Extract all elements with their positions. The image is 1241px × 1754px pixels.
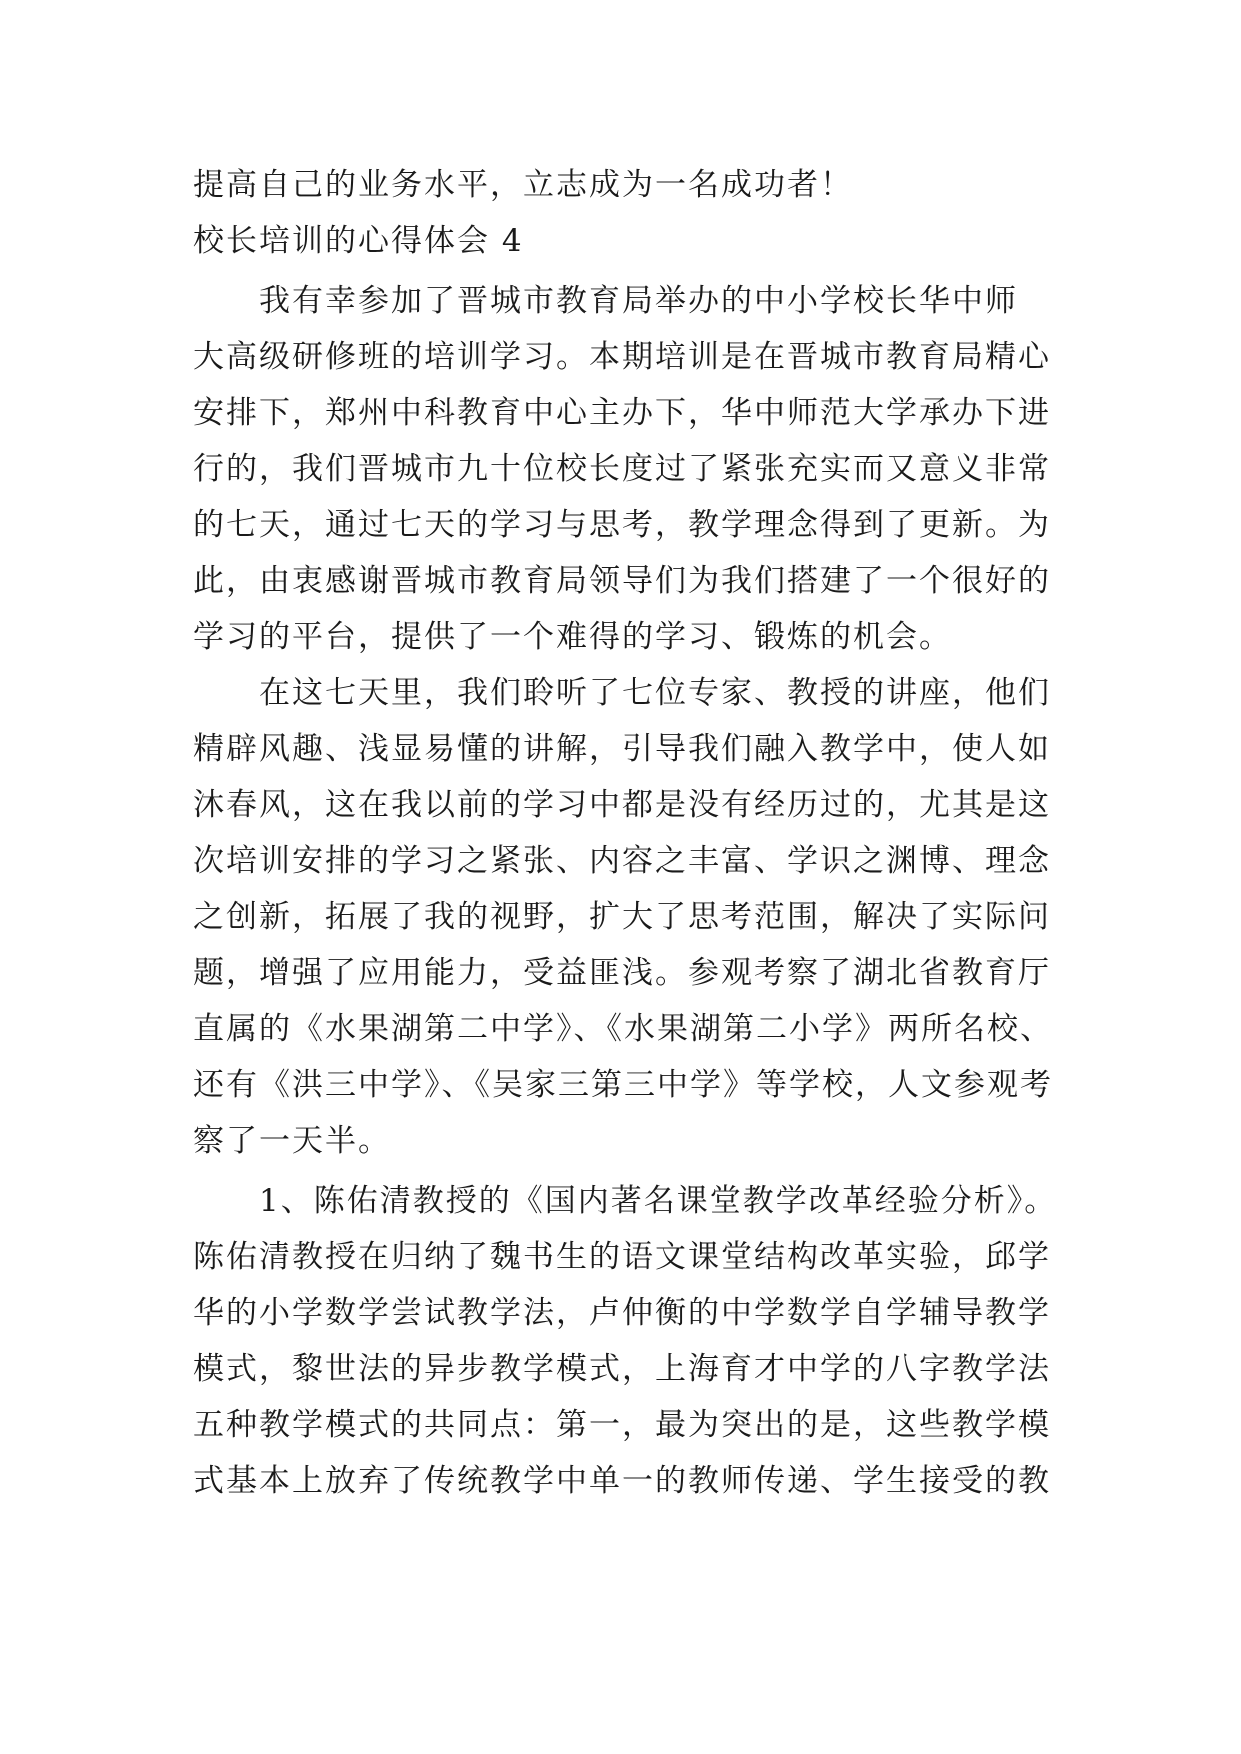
text-line: 察了一天半。 [193,1123,391,1159]
text-line: 五种教学模式的共同点：第一，最为突出的是，这些教学模 [193,1407,1051,1443]
text-line: 题，增强了应用能力，受益匪浅。参观考察了湖北省教育厅 [193,955,1051,991]
text-line: 之创新，拓展了我的视野，扩大了思考范围，解决了实际问 [193,899,1051,935]
text-line: 陈佑清教授在归纳了魏书生的语文课堂结构改革实验，邱学 [193,1239,1051,1275]
text-line: 学习的平台，提供了一个难得的学习、锻炼的机会。 [193,619,952,655]
text-line: 华的小学数学尝试教学法，卢仲衡的中学数学自学辅导教学 [193,1295,1051,1331]
text-line: 的七天，通过七天的学习与思考，教学理念得到了更新。为 [193,507,1051,543]
text-line: 行的，我们晋城市九十位校长度过了紧张充实而又意义非常 [193,451,1051,487]
text-line: 还有《洪三中学》、《吴家三第三中学》等学校，人文参观考 [193,1067,1053,1103]
text-line: 次培训安排的学习之紧张、内容之丰富、学识之渊博、理念 [193,843,1051,879]
document-body [193,157,1058,1509]
text-line: 大高级研修班的培训学习。本期培训是在晋城市教育局精心 [193,339,1051,375]
text-line: 1、陈佑清教授的《国内著名课堂教学改革经验分析》。 [193,1183,1058,1219]
text-line: 提高自己的业务水平，立志成为一名成功者！ [193,167,853,203]
text-line: 沐春风，这在我以前的学习中都是没有经历过的，尤其是这 [193,787,1051,823]
text-line: 模式，黎世法的异步教学模式，上海育才中学的八字教学法 [193,1351,1051,1387]
text-line: 我有幸参加了晋城市教育局举办的中小学校长华中师 [193,283,1018,319]
text-line: 此，由衷感谢晋城市教育局领导们为我们搭建了一个很好的 [193,563,1051,599]
text-line: 精辟风趣、浅显易懂的讲解，引导我们融入教学中，使人如 [193,731,1051,767]
text-line: 在这七天里，我们聆听了七位专家、教授的讲座，他们 [193,675,1051,711]
section-heading: 校长培训的心得体会 4 [193,223,524,259]
text-line: 式基本上放弃了传统教学中单一的教师传递、学生接受的教 [193,1463,1051,1499]
text-line: 安排下，郑州中科教育中心主办下，华中师范大学承办下进 [193,395,1051,431]
text-line: 直属的《水果湖第二中学》、《水果湖第二小学》两所名校、 [193,1011,1053,1047]
